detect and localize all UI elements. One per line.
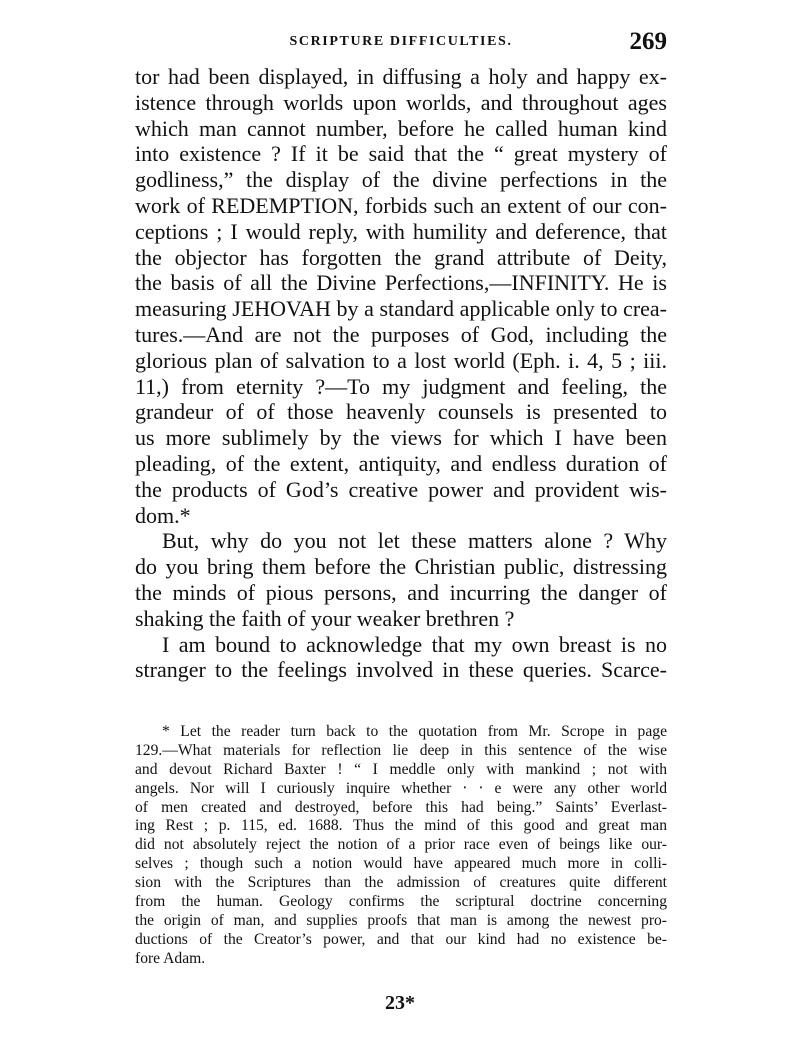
body-line: But, why do you not let these matters alone ? Why (162, 528, 667, 554)
body-line: I am bound to acknowledge that my own breast is no (162, 631, 667, 657)
body-line: do you bring them before the Christian public, distressing (135, 554, 667, 580)
body-line: tor had been displayed, in diffusing a holy and happy ex- (135, 64, 667, 89)
running-head (135, 28, 667, 58)
body-line: dom.* (135, 502, 191, 528)
body-line: istence through worlds upon worlds, and throughout ages (135, 89, 667, 115)
body-line: grandeur of of those heavenly counsels is presented to (135, 399, 667, 425)
body-line: into existence ? If it be said that the “ great mystery of (135, 141, 667, 167)
body-line: us more sublimely by the views for which I have been (135, 425, 667, 451)
body-line: shaking the faith of your weaker brethren ? (135, 605, 515, 631)
body-line: ceptions ; I would reply, with humility and deference, that (135, 218, 667, 244)
footnote-line: and devout Richard Baxter ! “ I meddle only with mankind ; not with (135, 760, 667, 778)
signature-mark: 23* (385, 992, 415, 1014)
footnote-line: * Let the reader turn back to the quotation from Mr. Scrope in page (162, 723, 667, 740)
running-title: SCRIPTURE DIFFICULTIES. (289, 34, 513, 49)
footnote-line: ductions of the Creator’s power, and that our kind had no existence be- (135, 930, 667, 948)
body-line: pleading, of the extent, antiquity, and endless duration of (135, 450, 667, 476)
footnote-line: sion with the Scriptures than the admission of creatures quite different (135, 874, 667, 892)
footnote-line: the origin of man, and supplies proofs that man is among the newest pro- (135, 911, 667, 929)
body-line: work of REDEMPTION, forbids such an extent of our con- (135, 192, 667, 218)
footnote (135, 723, 667, 969)
body-line: the basis of all the Divine Perfections,—INFINITY. He is (135, 270, 667, 296)
body-text (135, 64, 667, 683)
footnote-line: did not absolutely reject the notion of a prior race even of beings like our- (135, 836, 667, 854)
footnote-line: 129.—What materials for reflection lie deep in this sentence of the wise (135, 741, 667, 759)
body-line: tures.—And are not the purposes of God, including the (135, 321, 667, 347)
footnote-line: angels. Nor will I curiously inquire whether ‧ ‧ e were any other world (135, 779, 667, 797)
footnote-line: fore Adam. (135, 949, 206, 967)
body-line: godliness,” the display of the divine perfections in the (135, 167, 667, 193)
footnote-line: from the human. Geology confirms the scriptural doctrine concerning (135, 893, 667, 911)
body-line: measuring JEHOVAH by a standard applicable only to crea- (135, 296, 667, 322)
footnote-line: of men created and destroyed, before this had being.” Saints’ Everlast- (135, 798, 667, 816)
page-number: 269 (629, 28, 667, 55)
body-line: which man cannot number, before he called human kind (135, 115, 667, 141)
body-line: stranger to the feelings involved in these queries. Scarce- (135, 657, 667, 683)
body-line: 11,) from eternity ?—To my judgment and feeling, the (135, 373, 667, 399)
body-line: the objector has forgotten the grand attribute of Deity, (135, 244, 667, 270)
body-line: the products of God’s creative power and provident wis- (135, 476, 667, 502)
footnote-line: selves ; though such a notion would have appeared much more in colli- (135, 855, 667, 873)
body-line: the minds of pious persons, and incurring the danger of (135, 579, 667, 605)
body-line: glorious plan of salvation to a lost world (Eph. i. 4, 5 ; iii. (135, 347, 667, 373)
footnote-line: ing Rest ; p. 115, ed. 1688. Thus the mind of this good and great man (135, 817, 667, 835)
